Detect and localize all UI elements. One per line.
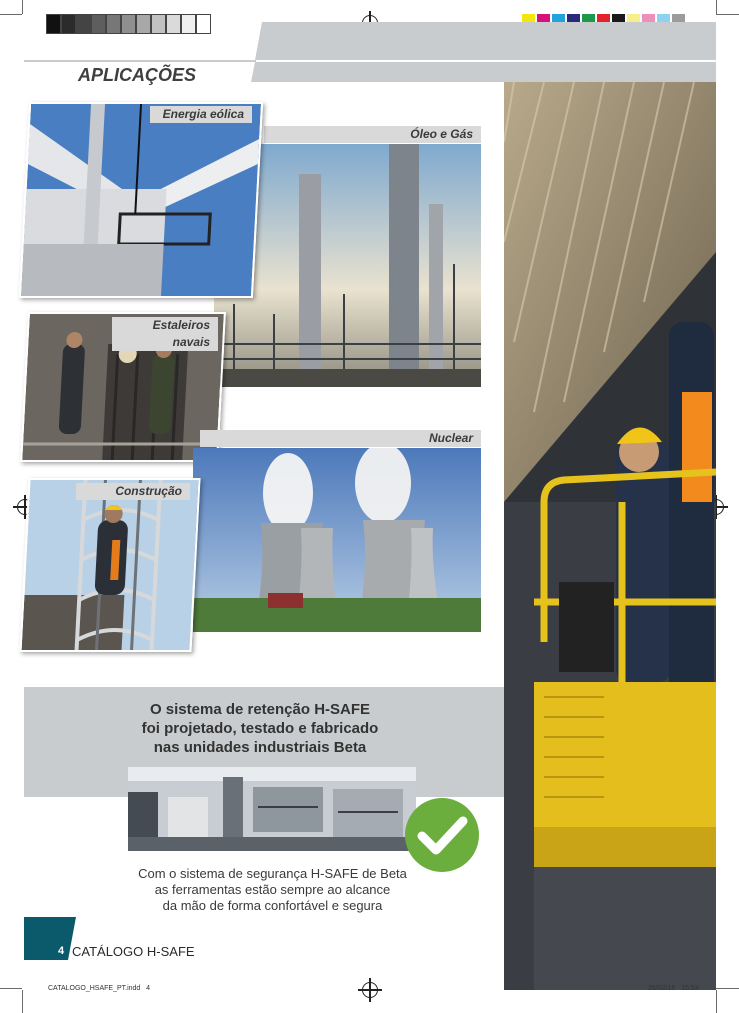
photo-nuclear bbox=[193, 448, 481, 632]
label-nuclear: Nuclear bbox=[200, 430, 481, 447]
tagline-line-2: foi projetado, testado e fabricado bbox=[141, 720, 379, 737]
tagline-line-1: O sistema de retenção H-SAFE bbox=[149, 701, 371, 718]
label-construction: Construção bbox=[76, 483, 190, 500]
photo-wind-energy bbox=[19, 102, 263, 298]
photo-construction bbox=[19, 478, 200, 652]
tagline-line-3: nas unidades industriais Beta bbox=[153, 739, 367, 756]
hero-photo-worker-platform bbox=[504, 82, 716, 990]
label-shipyards: Estaleiros navais bbox=[112, 317, 218, 351]
label-oil-gas: Óleo e Gás bbox=[264, 126, 481, 143]
caption-line-2: as ferramentas estão sempre ao alcance bbox=[154, 882, 391, 897]
footer-catalog-title: CATÁLOGO H-SAFE bbox=[72, 944, 195, 959]
checkmark-icon bbox=[403, 796, 481, 874]
caption-line-1: Com o sistema de segurança H-SAFE de Beta bbox=[138, 866, 407, 881]
page-number: 4 bbox=[58, 945, 65, 957]
slug-file-name: CATALOGO_HSAFE_PT.indd 4 bbox=[48, 985, 151, 992]
label-wind-energy: Energia eólica bbox=[150, 106, 252, 123]
registration-mark-icon bbox=[362, 982, 378, 998]
page-title: APLICAÇÕES bbox=[78, 65, 197, 85]
photo-beta-factory bbox=[128, 767, 416, 851]
caption-line-3: da mão de forma confortável e segura bbox=[162, 898, 383, 913]
slug-timestamp: 26/02/16 15:53 bbox=[648, 985, 699, 992]
page-number-tab bbox=[24, 917, 76, 960]
